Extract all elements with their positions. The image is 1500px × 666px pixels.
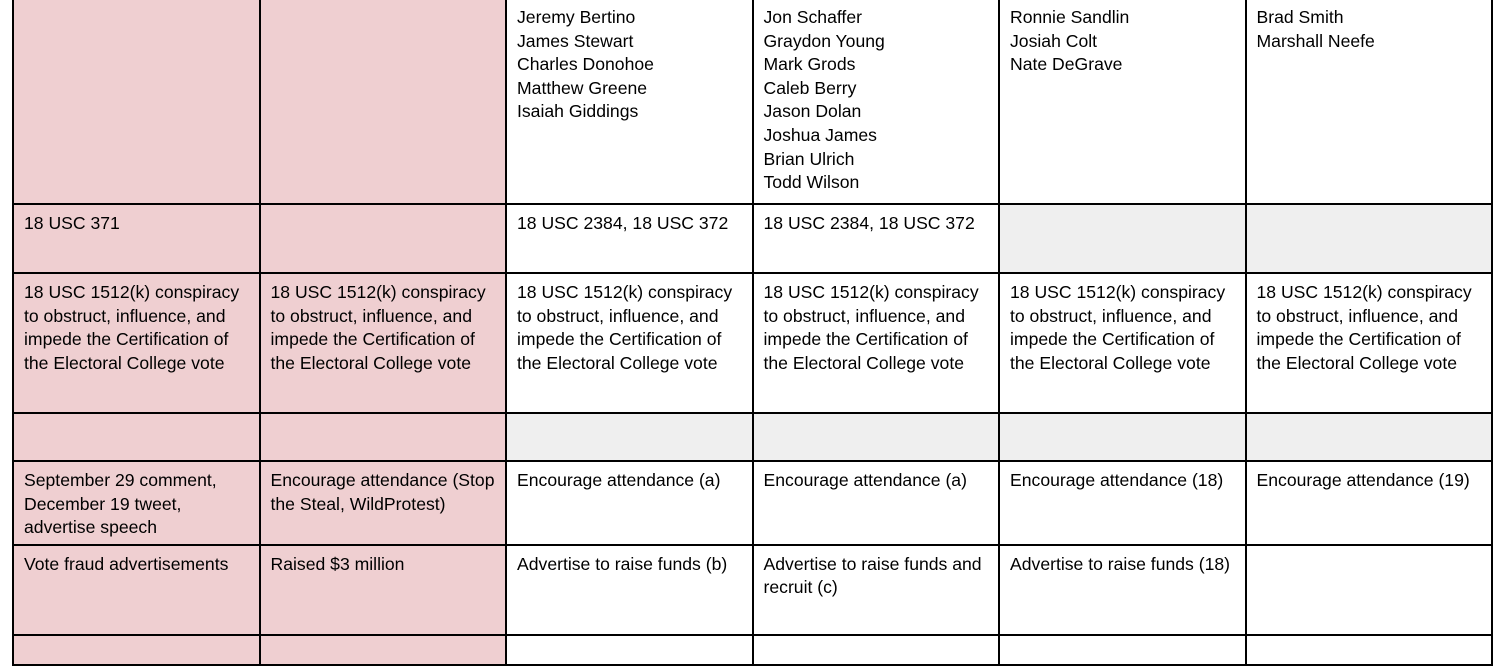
cell-r4-c6[interactable] — [1246, 413, 1493, 461]
cell-r2-c4[interactable]: 18 USC 2384, 18 USC 372 — [753, 204, 1000, 273]
cell-r6-c1[interactable]: Vote fraud advertisements — [13, 545, 260, 635]
cell-r5-c6[interactable]: Encourage attendance (19) — [1246, 461, 1493, 545]
cell-r2-c5[interactable] — [999, 204, 1246, 273]
cell-r2-c2[interactable] — [260, 204, 507, 273]
cell-r7-c4[interactable] — [753, 635, 1000, 665]
spreadsheet-body — [13, 0, 1492, 665]
cell-r6-c6[interactable] — [1246, 545, 1493, 635]
cell-r2-c6[interactable] — [1246, 204, 1493, 273]
statute-row — [13, 204, 1492, 273]
cell-r4-c5[interactable] — [999, 413, 1246, 461]
cell-r6-c2[interactable]: Raised $3 million — [260, 545, 507, 635]
defendants-row — [13, 0, 1492, 204]
cell-r1-c6[interactable]: Brad Smith Marshall Neefe — [1246, 0, 1493, 204]
cell-r7-c3[interactable] — [506, 635, 753, 665]
cell-r5-c1[interactable]: September 29 comment, December 19 tweet, advertise speech — [13, 461, 260, 545]
cell-r3-c1[interactable]: 18 USC 1512(k) conspiracy to obstruct, influence, and impede the Certification of the Electoral College vote — [13, 273, 260, 413]
cell-r3-c3[interactable]: 18 USC 1512(k) conspiracy to obstruct, influence, and impede the Certification of the Electoral College vote — [506, 273, 753, 413]
cell-r5-c3[interactable]: Encourage attendance (a) — [506, 461, 753, 545]
cell-r1-c3[interactable]: Jeremy Bertino James Stewart Charles Donohoe Matthew Greene Isaiah Giddings — [506, 0, 753, 204]
cell-r4-c4[interactable] — [753, 413, 1000, 461]
cell-r1-c5[interactable]: Ronnie Sandlin Josiah Colt Nate DeGrave — [999, 0, 1246, 204]
cell-r4-c3[interactable] — [506, 413, 753, 461]
cell-r1-c1[interactable] — [13, 0, 260, 204]
obstruction-row — [13, 273, 1492, 413]
cell-r2-c1[interactable]: 18 USC 371 — [13, 204, 260, 273]
cell-r7-c6[interactable] — [1246, 635, 1493, 665]
cell-r5-c5[interactable]: Encourage attendance (18) — [999, 461, 1246, 545]
blank-row — [13, 413, 1492, 461]
cell-r5-c4[interactable]: Encourage attendance (a) — [753, 461, 1000, 545]
cell-r3-c5[interactable]: 18 USC 1512(k) conspiracy to obstruct, influence, and impede the Certification of the Electoral College vote — [999, 273, 1246, 413]
cell-r3-c4[interactable]: 18 USC 1512(k) conspiracy to obstruct, influence, and impede the Certification of the Electoral College vote — [753, 273, 1000, 413]
cell-r7-c2[interactable] — [260, 635, 507, 665]
cell-r1-c2[interactable] — [260, 0, 507, 204]
cell-r4-c1[interactable] — [13, 413, 260, 461]
cell-r6-c4[interactable]: Advertise to raise funds and recruit (c) — [753, 545, 1000, 635]
spreadsheet-table — [12, 0, 1493, 666]
cell-r1-c4[interactable]: Jon Schaffer Graydon Young Mark Grods Caleb Berry Jason Dolan Joshua James Brian Ulrich Todd Wilson — [753, 0, 1000, 204]
attendance-row — [13, 461, 1492, 545]
cell-r5-c2[interactable]: Encourage attendance (Stop the Steal, WildProtest) — [260, 461, 507, 545]
cell-r3-c6[interactable]: 18 USC 1512(k) conspiracy to obstruct, influence, and impede the Certification of the Electoral College vote — [1246, 273, 1493, 413]
partial-row — [13, 635, 1492, 665]
cell-r3-c2[interactable]: 18 USC 1512(k) conspiracy to obstruct, influence, and impede the Certification of the Electoral College vote — [260, 273, 507, 413]
cell-r6-c3[interactable]: Advertise to raise funds (b) — [506, 545, 753, 635]
cell-r4-c2[interactable] — [260, 413, 507, 461]
cell-r7-c1[interactable] — [13, 635, 260, 665]
cell-r6-c5[interactable]: Advertise to raise funds (18) — [999, 545, 1246, 635]
funds-row — [13, 545, 1492, 635]
cell-r7-c5[interactable] — [999, 635, 1246, 665]
cell-r2-c3[interactable]: 18 USC 2384, 18 USC 372 — [506, 204, 753, 273]
